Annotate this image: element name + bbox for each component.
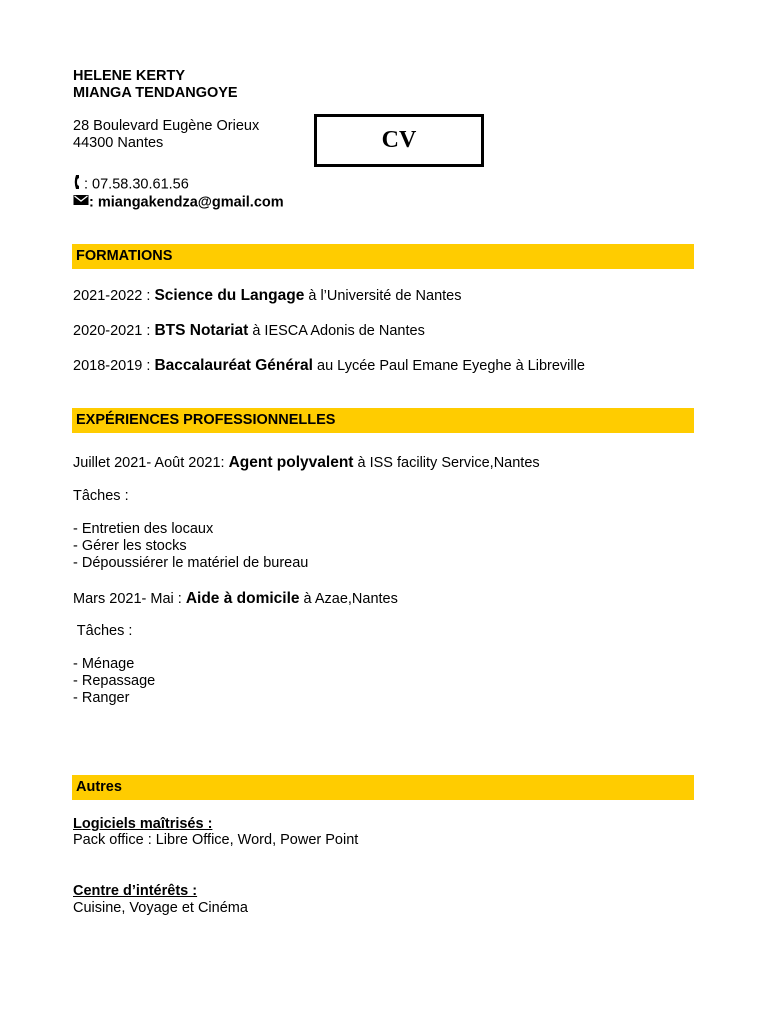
formation-title: Science du Langage	[154, 287, 305, 304]
formation-period: 2021-2022 :	[73, 288, 155, 304]
formation-item	[73, 322, 425, 340]
phone-icon	[73, 174, 84, 195]
section-formations-title: FORMATIONS	[72, 244, 694, 269]
address-line-2: 44300 Nantes	[73, 135, 164, 151]
mail-icon	[73, 194, 89, 211]
section-autres-title: Autres	[72, 775, 694, 800]
tasks-label: Tâches :	[73, 488, 129, 504]
experience-title: Aide à domicile	[185, 590, 300, 607]
formation-place: à IESCA Adonis de Nantes	[248, 323, 425, 339]
experience-place: à ISS facility Service,Nantes	[353, 455, 540, 471]
formation-place: à l’Université de Nantes	[304, 288, 462, 304]
experience-heading	[73, 454, 540, 472]
email-address: : miangakendza@gmail.com	[89, 194, 284, 211]
section-experiences-title: EXPÉRIENCES PROFESSIONNELLES	[72, 408, 694, 433]
formation-item	[73, 357, 585, 375]
experience-title: Agent polyvalent	[228, 454, 354, 471]
interests-label: Centre d’intérêts :	[73, 883, 198, 899]
formation-place: au Lycée Paul Emane Eyeghe à Libreville	[312, 358, 585, 374]
email-row	[73, 194, 284, 211]
task-item: - Repassage	[73, 673, 156, 689]
task-item: - Dépoussiérer le matériel de bureau	[73, 555, 309, 571]
cv-title-box	[314, 114, 484, 167]
formation-period: 2020-2021 :	[73, 323, 155, 339]
name-line-1: HELENE KERTY	[73, 68, 185, 84]
experience-place: à Azae,Nantes	[299, 591, 398, 607]
formation-item	[73, 287, 462, 305]
address-line-1: 28 Boulevard Eugène Orieux	[73, 118, 260, 134]
task-item: - Ranger	[73, 690, 130, 706]
formation-title: BTS Notariat	[154, 322, 249, 339]
software-label: Logiciels maîtrisés :	[73, 816, 213, 832]
name-line-2: MIANGA TENDANGOYE	[73, 85, 238, 101]
formation-period: 2018-2019 :	[73, 358, 155, 374]
phone-row	[73, 174, 189, 195]
phone-number: : 07.58.30.61.56	[84, 176, 189, 193]
experience-heading	[73, 590, 398, 608]
formation-title: Baccalauréat Général	[154, 357, 313, 374]
interests-value: Cuisine, Voyage et Cinéma	[73, 900, 248, 916]
task-item: - Ménage	[73, 656, 135, 672]
experience-period: Juillet 2021- Août 2021:	[73, 455, 229, 471]
task-item: - Gérer les stocks	[73, 538, 187, 554]
experience-period: Mars 2021- Mai :	[73, 591, 186, 607]
cv-title: CV	[381, 127, 417, 153]
task-item: - Entretien des locaux	[73, 521, 214, 537]
software-value: Pack office : Libre Office, Word, Power Point	[73, 832, 359, 848]
tasks-label: Tâches :	[73, 623, 133, 639]
